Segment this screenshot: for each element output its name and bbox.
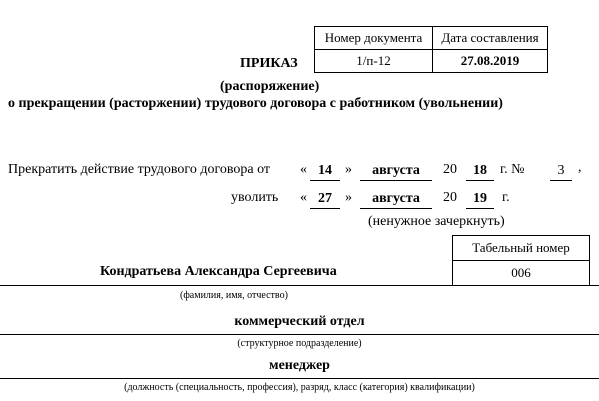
- position-underline: [0, 378, 599, 379]
- document-info-table: [314, 26, 548, 73]
- document-date-header: Дата составления: [433, 27, 548, 50]
- dismiss-label: уволить: [231, 190, 279, 205]
- order-alt-title: (распоряжение): [220, 79, 320, 94]
- contract-number-field: 3: [550, 162, 572, 181]
- document-number-header: Номер документа: [315, 27, 433, 50]
- employee-department: коммерческий отдел: [234, 314, 365, 329]
- document-number-value: 1/п-12: [315, 50, 433, 73]
- order-subject: о прекращении (расторжении) трудового договора с работником (увольнении): [8, 96, 503, 111]
- dismiss-day-field: 27: [310, 190, 340, 209]
- order-title: ПРИКАЗ: [240, 56, 298, 71]
- terminate-year-prefix: 20: [443, 162, 457, 177]
- document-date-value: 27.08.2019: [433, 50, 548, 73]
- full-name-underline: [0, 285, 599, 286]
- terminate-label: Прекратить действие трудового договора от: [8, 162, 271, 177]
- strike-note: (ненужное зачеркнуть): [368, 214, 505, 229]
- position-caption: (должность (специальность, профессия), разряд, класс (категория) квалификации): [124, 382, 475, 393]
- dismiss-quote-close: »: [345, 190, 352, 205]
- personnel-number-value: 006: [453, 261, 590, 286]
- terminate-quote-open: «: [300, 162, 307, 177]
- personnel-number-table: [452, 235, 590, 286]
- terminate-year-unit: г. №: [500, 162, 525, 177]
- employee-full-name: Кондратьева Александра Сергеевича: [100, 264, 337, 279]
- terminate-trailing-comma: ,: [578, 160, 582, 175]
- department-caption: (структурное подразделение): [237, 338, 362, 349]
- department-underline: [0, 334, 599, 335]
- dismiss-year-field: 19: [466, 190, 494, 209]
- terminate-month-field: августа: [360, 162, 432, 181]
- dismiss-year-unit: г.: [502, 190, 510, 205]
- dismiss-month-field: августа: [360, 190, 432, 209]
- terminate-year-field: 18: [466, 162, 494, 181]
- dismiss-quote-open: «: [300, 190, 307, 205]
- full-name-caption: (фамилия, имя, отчество): [180, 290, 288, 301]
- terminate-quote-close: »: [345, 162, 352, 177]
- terminate-day-field: 14: [310, 162, 340, 181]
- dismiss-year-prefix: 20: [443, 190, 457, 205]
- employee-position: менеджер: [269, 358, 330, 373]
- personnel-number-header: Табельный номер: [453, 236, 590, 261]
